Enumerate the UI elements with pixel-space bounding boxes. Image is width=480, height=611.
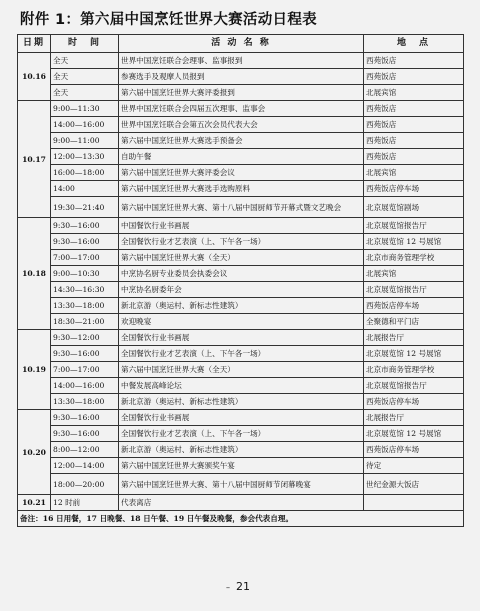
location-cell: 世纪金源大饭店 xyxy=(364,474,464,495)
activity-cell: 参赛选手及观摩人员报到 xyxy=(119,69,364,85)
location-cell: 西苑饭店 xyxy=(364,69,464,85)
note-text: 备注：16 日用餐，17 日晚餐、18 日午餐、19 日午餐及晚餐，参会代表自理。 xyxy=(18,511,464,527)
location-cell: 北展报告厅 xyxy=(364,410,464,426)
table-row xyxy=(18,362,464,378)
header-location: 地 点 xyxy=(364,35,464,53)
table-row xyxy=(18,394,464,410)
table-row xyxy=(18,282,464,298)
location-cell: 西苑饭店停车场 xyxy=(364,442,464,458)
activity-cell: 全国餐饮行业才艺表演（上、下午各一场） xyxy=(119,426,364,442)
time-cell: 9:00—11:30 xyxy=(51,101,119,117)
table-row xyxy=(18,458,464,474)
time-cell: 9:30—16:00 xyxy=(51,410,119,426)
activity-cell: 中餐发展高峰论坛 xyxy=(119,378,364,394)
date-cell: 10.20 xyxy=(18,410,51,495)
activity-cell: 第六届中国烹饪世界大赛评委会议 xyxy=(119,165,364,181)
time-cell: 18:30—21:00 xyxy=(51,314,119,330)
location-cell: 北京市商务管理学校 xyxy=(364,250,464,266)
activity-cell: 全国餐饮行业书画展 xyxy=(119,410,364,426)
activity-cell: 全国餐饮行业书画展 xyxy=(119,330,364,346)
location-cell: 西苑饭店停车场 xyxy=(364,181,464,197)
time-cell: 全天 xyxy=(51,69,119,85)
activity-cell: 代表离店 xyxy=(119,495,364,511)
time-cell: 12 时前 xyxy=(51,495,119,511)
table-row xyxy=(18,330,464,346)
table-header-row xyxy=(18,35,464,53)
activity-cell: 世界中国烹饪联合会四届五次理事、监事会 xyxy=(119,101,364,117)
time-cell: 18:00—20:00 xyxy=(51,474,119,495)
date-cell: 10.18 xyxy=(18,218,51,330)
time-cell: 12:00—14:00 xyxy=(51,458,119,474)
schedule-body xyxy=(18,53,464,511)
activity-cell: 全国餐饮行业才艺表演（上、下午各一场） xyxy=(119,234,364,250)
table-row xyxy=(18,197,464,218)
location-cell: 北展报告厅 xyxy=(364,330,464,346)
header-time: 时 间 xyxy=(51,35,119,53)
table-row xyxy=(18,426,464,442)
location-cell: 西苑饭店 xyxy=(364,101,464,117)
table-row xyxy=(18,378,464,394)
time-cell: 8:00—12:00 xyxy=(51,442,119,458)
location-cell: 北京展览馆报告厅 xyxy=(364,282,464,298)
location-cell: 北京展览馆 12 号展馆 xyxy=(364,346,464,362)
date-cell: 10.16 xyxy=(18,53,51,101)
time-cell: 全天 xyxy=(51,53,119,69)
time-cell: 9:00—10:30 xyxy=(51,266,119,282)
location-cell: 西苑饭店停车场 xyxy=(364,298,464,314)
location-cell: 西苑饭店停车场 xyxy=(364,394,464,410)
location-cell: 西苑饭店 xyxy=(364,133,464,149)
activity-cell: 中烹协名厨委年会 xyxy=(119,282,364,298)
location-cell: 北京市商务管理学校 xyxy=(364,362,464,378)
time-cell: 全天 xyxy=(51,85,119,101)
activity-cell: 新北京游（奥运村、新标志性建筑） xyxy=(119,442,364,458)
activity-cell: 第六届中国烹饪世界大赛、第十八届中国厨师节闭幕晚宴 xyxy=(119,474,364,495)
table-row xyxy=(18,314,464,330)
table-row xyxy=(18,101,464,117)
location-cell: 北展宾馆 xyxy=(364,266,464,282)
location-cell: 北京展览馆报告厅 xyxy=(364,218,464,234)
activity-cell: 新北京游（奥运村、新标志性建筑） xyxy=(119,298,364,314)
activity-cell: 世界中国烹饪联合会理事、监事报到 xyxy=(119,53,364,69)
location-cell: 北京展览馆 12 号展馆 xyxy=(364,234,464,250)
time-cell: 7:00—17:00 xyxy=(51,362,119,378)
activity-cell: 世界中国烹饪联合会第五次会员代表大会 xyxy=(119,117,364,133)
activity-cell: 第六届中国烹饪世界大赛（全天） xyxy=(119,362,364,378)
time-cell: 14:00—16:00 xyxy=(51,117,119,133)
table-row xyxy=(18,149,464,165)
page-number-dash: – xyxy=(226,583,230,592)
table-row xyxy=(18,442,464,458)
location-cell: 北展宾馆 xyxy=(364,165,464,181)
activity-cell: 全国餐饮行业才艺表演（上、下午各一场） xyxy=(119,346,364,362)
location-cell: 全聚德和平门店 xyxy=(364,314,464,330)
activity-cell: 第六届中国烹饪世界大赛选手预备会 xyxy=(119,133,364,149)
time-cell: 9:30—16:00 xyxy=(51,346,119,362)
activity-cell: 第六届中国烹饪世界大赛评委报到 xyxy=(119,85,364,101)
time-cell: 14:00—16:00 xyxy=(51,378,119,394)
schedule-table xyxy=(17,34,464,527)
activity-cell: 新北京游（奥运村、新标志性建筑） xyxy=(119,394,364,410)
table-row xyxy=(18,165,464,181)
activity-cell: 中国餐饮行业书画展 xyxy=(119,218,364,234)
location-cell: 北展宾馆 xyxy=(364,85,464,101)
table-row xyxy=(18,181,464,197)
activity-cell: 第六届中国烹饪世界大赛、第十八届中国厨师节开幕式暨文艺晚会 xyxy=(119,197,364,218)
table-row xyxy=(18,234,464,250)
time-cell: 9:30—16:00 xyxy=(51,218,119,234)
location-cell: 待定 xyxy=(364,458,464,474)
table-row xyxy=(18,117,464,133)
activity-cell: 第六届中国烹饪世界大赛选手选购原料 xyxy=(119,181,364,197)
time-cell: 7:00—17:00 xyxy=(51,250,119,266)
time-cell: 9:30—16:00 xyxy=(51,426,119,442)
time-cell: 9:00—11:00 xyxy=(51,133,119,149)
activity-cell: 欢迎晚宴 xyxy=(119,314,364,330)
date-cell: 10.21 xyxy=(18,495,51,511)
date-cell: 10.19 xyxy=(18,330,51,410)
time-cell: 13:30—18:00 xyxy=(51,394,119,410)
time-cell: 9:30—12:00 xyxy=(51,330,119,346)
note-row xyxy=(18,511,464,527)
time-cell: 9:30—16:00 xyxy=(51,234,119,250)
table-row xyxy=(18,346,464,362)
table-row xyxy=(18,218,464,234)
activity-cell: 第六届中国烹饪世界大赛颁奖午宴 xyxy=(119,458,364,474)
page-title: 附件 1：第六届中国烹饪世界大赛活动日程表 xyxy=(20,12,317,28)
table-row xyxy=(18,474,464,495)
header-activity: 活 动 名 称 xyxy=(119,35,364,53)
table-row xyxy=(18,266,464,282)
table-row xyxy=(18,495,464,511)
table-row xyxy=(18,69,464,85)
page-number: 21 xyxy=(236,580,250,593)
table-row xyxy=(18,250,464,266)
header-date: 日期 xyxy=(18,35,51,53)
location-cell: 北京展览馆剧场 xyxy=(364,197,464,218)
activity-cell: 第六届中国烹饪世界大赛（全天） xyxy=(119,250,364,266)
activity-cell: 自助午餐 xyxy=(119,149,364,165)
time-cell: 16:00—18:00 xyxy=(51,165,119,181)
time-cell: 14:30—16:30 xyxy=(51,282,119,298)
location-cell: 北京展览馆报告厅 xyxy=(364,378,464,394)
time-cell: 19:30—21:40 xyxy=(51,197,119,218)
time-cell: 13:30—18:00 xyxy=(51,298,119,314)
time-cell: 14:00 xyxy=(51,181,119,197)
location-cell xyxy=(364,495,464,511)
location-cell: 西苑饭店 xyxy=(364,149,464,165)
table-row xyxy=(18,298,464,314)
table-row xyxy=(18,410,464,426)
table-row xyxy=(18,85,464,101)
time-cell: 12:00—13:30 xyxy=(51,149,119,165)
table-row xyxy=(18,133,464,149)
activity-cell: 中烹协名厨专业委员会执委会议 xyxy=(119,266,364,282)
date-cell: 10.17 xyxy=(18,101,51,218)
location-cell: 北京展览馆 12 号展馆 xyxy=(364,426,464,442)
location-cell: 西苑饭店 xyxy=(364,117,464,133)
location-cell: 西苑饭店 xyxy=(364,53,464,69)
table-row xyxy=(18,53,464,69)
